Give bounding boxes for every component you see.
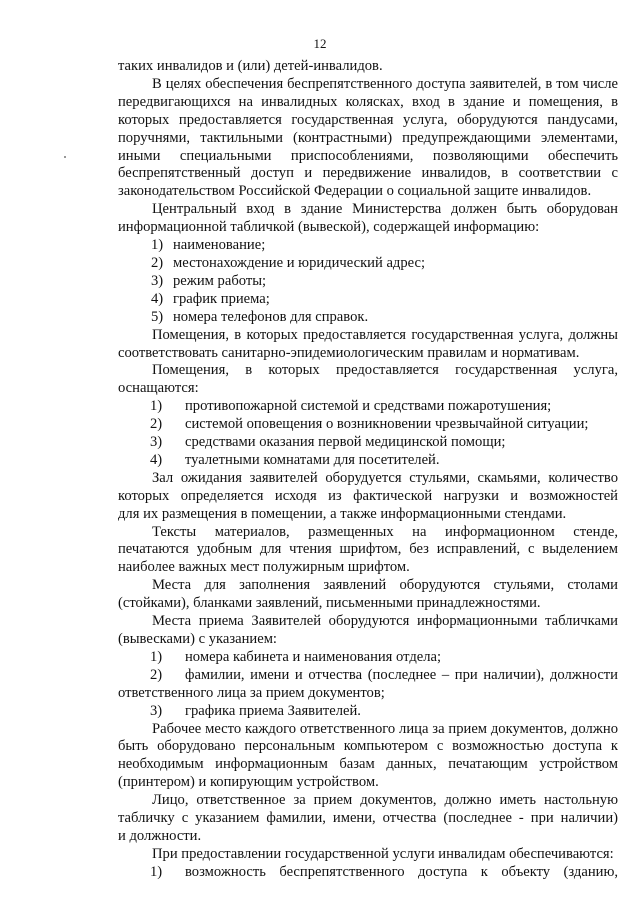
line-text: которых предоставляется государственная услуга, оборудуются пандусами, <box>118 111 618 128</box>
line-text: Зал ожидания заявителей оборудуется стульями, скамьями, количество <box>152 469 618 486</box>
line-text: Тексты материалов, размещенных на информационном стенде, <box>152 523 618 540</box>
line-text: оснащаются: <box>118 380 199 397</box>
line-text: которых определяется исходя из фактической нагрузки и возможностей <box>118 487 618 504</box>
list-number: 1) <box>150 648 163 665</box>
list-number: 3) <box>150 434 163 451</box>
line-text: Центральный вход в здание Министерства должен быть оборудован <box>152 201 618 218</box>
text-line <box>118 631 618 649</box>
list-number: 1) <box>151 237 164 254</box>
text-line <box>118 541 618 559</box>
line-text: информационной табличкой (вывеской), содержащей информацию: <box>118 219 540 236</box>
list-number: 2) <box>150 416 163 433</box>
line-text: режим работы; <box>173 272 267 289</box>
list-item <box>118 273 618 291</box>
list-number: 3) <box>150 702 163 719</box>
line-text: передвигающихся на инвалидных колясках, вход в здание и помещения, в <box>118 93 618 110</box>
line-text: наименование; <box>173 237 266 254</box>
text-line <box>118 738 618 756</box>
line-text: средствами оказания первой медицинской помощи; <box>185 434 506 451</box>
text-line <box>118 685 618 703</box>
line-text: Помещения, в которых предоставляется государственная услуга, должны <box>152 326 618 343</box>
line-text: местонахождение и юридический адрес; <box>173 254 426 271</box>
text-line <box>118 488 618 506</box>
line-text: (принтером) и копирующим устройством. <box>118 774 379 791</box>
line-text: Рабочее место каждого ответственного лица за прием документов, должно <box>152 720 618 737</box>
line-text: (стойками), бланками заявлений, письменными принадлежностями. <box>118 595 541 612</box>
list-number: 2) <box>151 254 164 271</box>
text-line <box>118 362 618 380</box>
line-text: таких инвалидов и (или) детей-инвалидов. <box>118 58 383 74</box>
list-item <box>118 649 618 667</box>
line-text: системой оповещения о возникновении чрезвычайной ситуации; <box>185 416 589 433</box>
line-text: Места приема Заявителей оборудуются информационными табличками <box>152 613 618 630</box>
text-line <box>118 345 618 363</box>
document-body <box>118 58 618 882</box>
text-line <box>118 559 618 577</box>
text-line <box>118 613 618 631</box>
list-item <box>118 703 618 721</box>
line-text: В целях обеспечения беспрепятственного доступа заявителей, в том числе <box>152 75 618 92</box>
list-item <box>118 434 618 452</box>
list-item <box>118 237 618 255</box>
line-text: соответствовать санитарно-эпидемиологическим правилам и нормативам. <box>118 344 580 361</box>
line-text: Помещения, в которых предоставляется государственная услуга, <box>152 362 618 379</box>
text-line <box>118 183 618 201</box>
text-line <box>118 792 618 810</box>
line-text: туалетными комнатами для посетителей. <box>185 451 440 468</box>
line-text: для их размещения в помещении, а также информационными стендами. <box>118 505 567 522</box>
line-text: Места для заполнения заявлений оборудуются стульями, столами <box>152 577 618 594</box>
text-line <box>118 828 618 846</box>
text-line <box>118 524 618 542</box>
list-item <box>118 416 618 434</box>
text-line <box>118 756 618 774</box>
text-line <box>118 595 618 613</box>
line-text: противопожарной системой и средствами пожаротушения; <box>185 398 552 415</box>
list-number: 4) <box>151 290 164 307</box>
line-text: беспрепятственный доступ и передвижение инвалидов, в соответствии с <box>118 165 618 182</box>
text-line <box>118 846 618 864</box>
text-line <box>118 112 618 130</box>
text-line <box>118 165 618 183</box>
list-number: 4) <box>150 451 163 468</box>
list-item <box>118 291 618 309</box>
text-line <box>118 219 618 237</box>
line-text: поручнями, тактильными (контрастными) предупреждающими элементами, <box>118 129 618 146</box>
list-item <box>118 864 618 882</box>
line-text: табличку с указанием фамилии, имени, отчества (последнее - при наличии) <box>118 810 618 827</box>
list-item <box>118 667 618 685</box>
line-text: ответственного лица за прием документов; <box>118 684 385 701</box>
line-text: возможность беспрепятственного доступа к объекту (зданию, <box>185 863 618 880</box>
text-line <box>118 774 618 792</box>
line-text: печатаются удобным для чтения шрифтом, без исправлений, с выделением <box>118 541 618 558</box>
list-item <box>118 452 618 470</box>
text-line <box>118 380 618 398</box>
line-text: номера кабинета и наименования отдела; <box>185 648 442 665</box>
line-text: быть оборудовано персональным компьютером с возможностью доступа к <box>118 738 618 755</box>
page-number: 12 <box>313 36 327 51</box>
line-text: При предоставлении государственной услуги инвалидам обеспечиваются: <box>152 845 614 862</box>
line-text: необходимым информационным базам данных, печатающим устройством <box>118 756 618 773</box>
line-text: номера телефонов для справок. <box>173 308 369 325</box>
list-number: 1) <box>150 863 163 880</box>
line-text: и должности. <box>118 827 202 844</box>
text-line <box>118 810 618 828</box>
line-text: наиболее важных мест полужирным шрифтом. <box>118 559 410 576</box>
text-line <box>118 58 618 76</box>
list-item <box>118 398 618 416</box>
list-number: 2) <box>150 666 163 683</box>
list-item <box>118 309 618 327</box>
text-line <box>118 76 618 94</box>
text-line <box>118 577 618 595</box>
list-number: 3) <box>151 272 164 289</box>
line-text: фамилии, имени и отчества (последнее – при наличии), должности <box>185 666 618 683</box>
text-line <box>118 470 618 488</box>
list-number: 5) <box>151 308 164 325</box>
text-line <box>118 148 618 166</box>
list-item <box>118 255 618 273</box>
text-line <box>118 94 618 112</box>
text-line <box>118 506 618 524</box>
line-text: (вывесками) с указанием: <box>118 631 277 647</box>
line-text: график приема; <box>173 290 270 307</box>
line-text: законодательством Российской Федерации о социальной защите инвалидов. <box>118 183 592 200</box>
text-line <box>118 130 618 148</box>
text-line <box>118 201 618 219</box>
scan-speck <box>64 156 66 158</box>
line-text: иными специальными приспособлениями, позволяющими обеспечить <box>118 147 618 164</box>
text-line <box>118 327 618 345</box>
list-number: 1) <box>150 398 163 415</box>
line-text: Лицо, ответственное за прием документов, должно иметь настольную <box>152 792 618 809</box>
line-text: графика приема Заявителей. <box>185 702 361 719</box>
text-line <box>118 721 618 739</box>
